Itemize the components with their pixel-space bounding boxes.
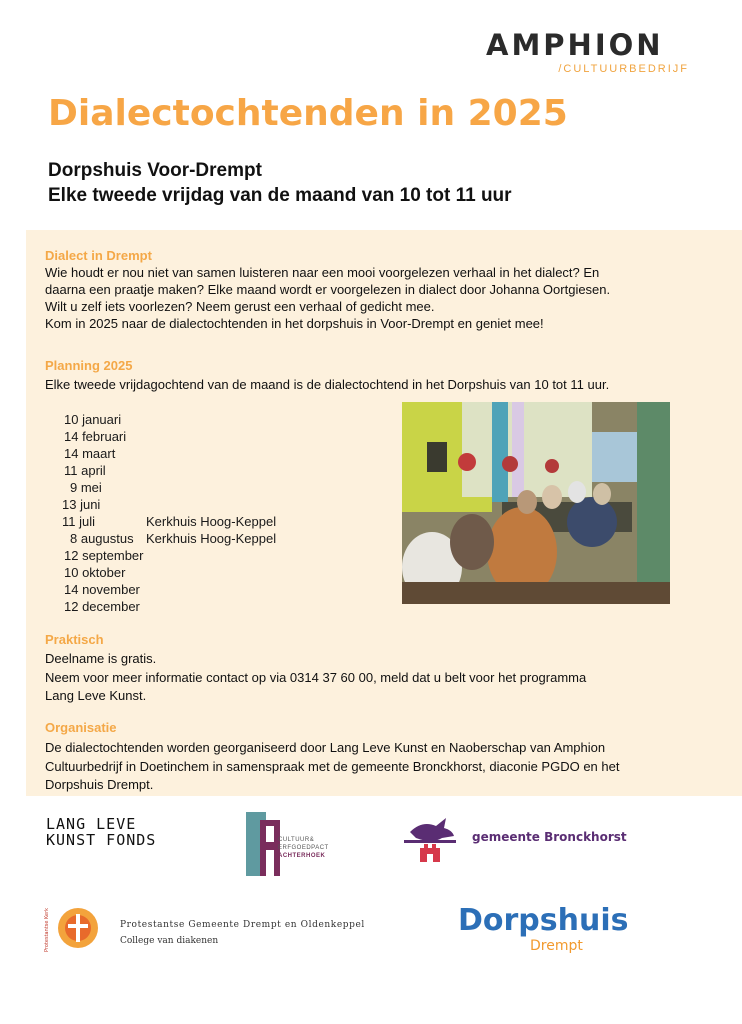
cea-text (278, 836, 329, 860)
date-row (56, 581, 140, 598)
section-body-praktisch (45, 650, 586, 706)
date-value: 10 januari (64, 412, 122, 427)
date-location: Kerkhuis Hoog-Keppel (146, 531, 277, 546)
amphion-logo-sub: /CULTUURBEDRIJF (558, 63, 689, 75)
llk-line: KUNST FONDS (46, 831, 157, 849)
llk-line: LANG LEVE (46, 815, 137, 833)
page-subtitle (48, 158, 512, 208)
section-heading-dialect: Dialect in Drempt (45, 248, 152, 263)
bronckhorst-hare-icon (402, 814, 462, 864)
pgdo-line-1: Protestantse Gemeente Drempt en Oldenkeppel (120, 920, 365, 930)
page-title: Dialectochtenden in 2025 (48, 93, 568, 134)
date-value: 14 maart (64, 446, 116, 461)
section-heading-organisatie: Organisatie (45, 720, 117, 735)
date-row (56, 530, 277, 547)
lang-leve-kunst-logo (46, 816, 156, 848)
cea-line: CULTUUR& (278, 837, 315, 843)
text-line: Wilt u zelf iets voorlezen? Neem gerust een verhaal of gedicht mee. (45, 299, 435, 314)
dorpshuis-logo (458, 904, 638, 954)
date-value: 10 oktober (64, 565, 126, 580)
cea-line: ACHTERHOEK (278, 853, 326, 859)
date-value: 8 augustus (70, 531, 134, 546)
date-value: 12 december (64, 599, 140, 614)
text-line: De dialectochtenden worden georganiseerd door Lang Leve Kunst en Naoberschap van Amphion (45, 740, 606, 755)
amphion-logo (486, 28, 701, 76)
cea-line: ERFGOEDPACT (278, 845, 329, 851)
date-row (56, 428, 127, 445)
text-line: Dorpshuis Drempt. (45, 777, 154, 792)
date-row (56, 445, 116, 462)
planning-intro: Elke tweede vrijdagochtend van de maand is de dialectochtend in het Dorpshuis van 10 tot 11 uur. (45, 377, 610, 392)
date-location: Kerkhuis Hoog-Keppel (146, 514, 277, 529)
date-value: 14 februari (64, 429, 127, 444)
date-value: 13 juni (62, 497, 101, 512)
dorpshuis-word: Dorpshuis (458, 903, 629, 938)
date-row (56, 411, 122, 428)
date-row (56, 564, 126, 581)
date-list (56, 411, 277, 615)
section-body-dialect (45, 264, 610, 332)
protestantse-kerk-icon (44, 902, 104, 956)
section-heading-planning: Planning 2025 (45, 358, 133, 373)
subtitle-location: Dorpshuis Voor-Drempt (48, 160, 262, 181)
text-line: Kom in 2025 naar de dialectochtenden in het dorpshuis in Voor-Drempt en geniet mee! (45, 316, 544, 331)
pgdo-line-2: College van diakenen (120, 936, 219, 946)
sponsor-logos (0, 800, 742, 1024)
text-line: Lang Leve Kunst. (45, 688, 147, 703)
date-value: 12 september (64, 548, 144, 563)
section-heading-praktisch: Praktisch (45, 632, 104, 647)
date-value: 11 april (64, 463, 106, 478)
bronckhorst-text: gemeente Bronckhorst (472, 830, 627, 844)
text-line: Cultuurbedrijf in Doetinchem in samenspraak met de gemeente Bronckhorst, diaconie PGDO en het (45, 758, 620, 774)
date-value: 11 juli (62, 514, 96, 529)
text-line: Neem voor meer informatie contact op via 0314 37 60 00, meld dat u belt voor het programma (45, 669, 587, 685)
date-row (56, 462, 106, 479)
pk-side-text: Protestantse Kerk (44, 907, 50, 952)
text-line: Deelname is gratis. (45, 651, 157, 666)
date-row (56, 598, 140, 615)
date-value: 14 november (64, 582, 140, 597)
subtitle-schedule: Elke tweede vrijdag van de maand van 10 tot 11 uur (48, 185, 512, 206)
date-row (56, 547, 144, 564)
dorpshuis-sub: Drempt (530, 938, 583, 954)
text-line: Wie houdt er nou niet van samen luisteren naar een mooi voorgelezen verhaal in het dialect? En (45, 265, 600, 280)
date-row (56, 496, 101, 513)
date-value: 9 mei (70, 480, 102, 495)
text-line: daarna een praatje maken? Elke maand wordt er voorgelezen in dialect door Johanna Oortgiesen. (45, 282, 611, 297)
date-row (56, 513, 277, 530)
pgdo-text (120, 918, 365, 948)
date-row (56, 479, 102, 496)
amphion-logo-word: AMPHION (486, 28, 664, 62)
event-photo (402, 402, 670, 604)
section-body-organisatie (45, 739, 619, 795)
